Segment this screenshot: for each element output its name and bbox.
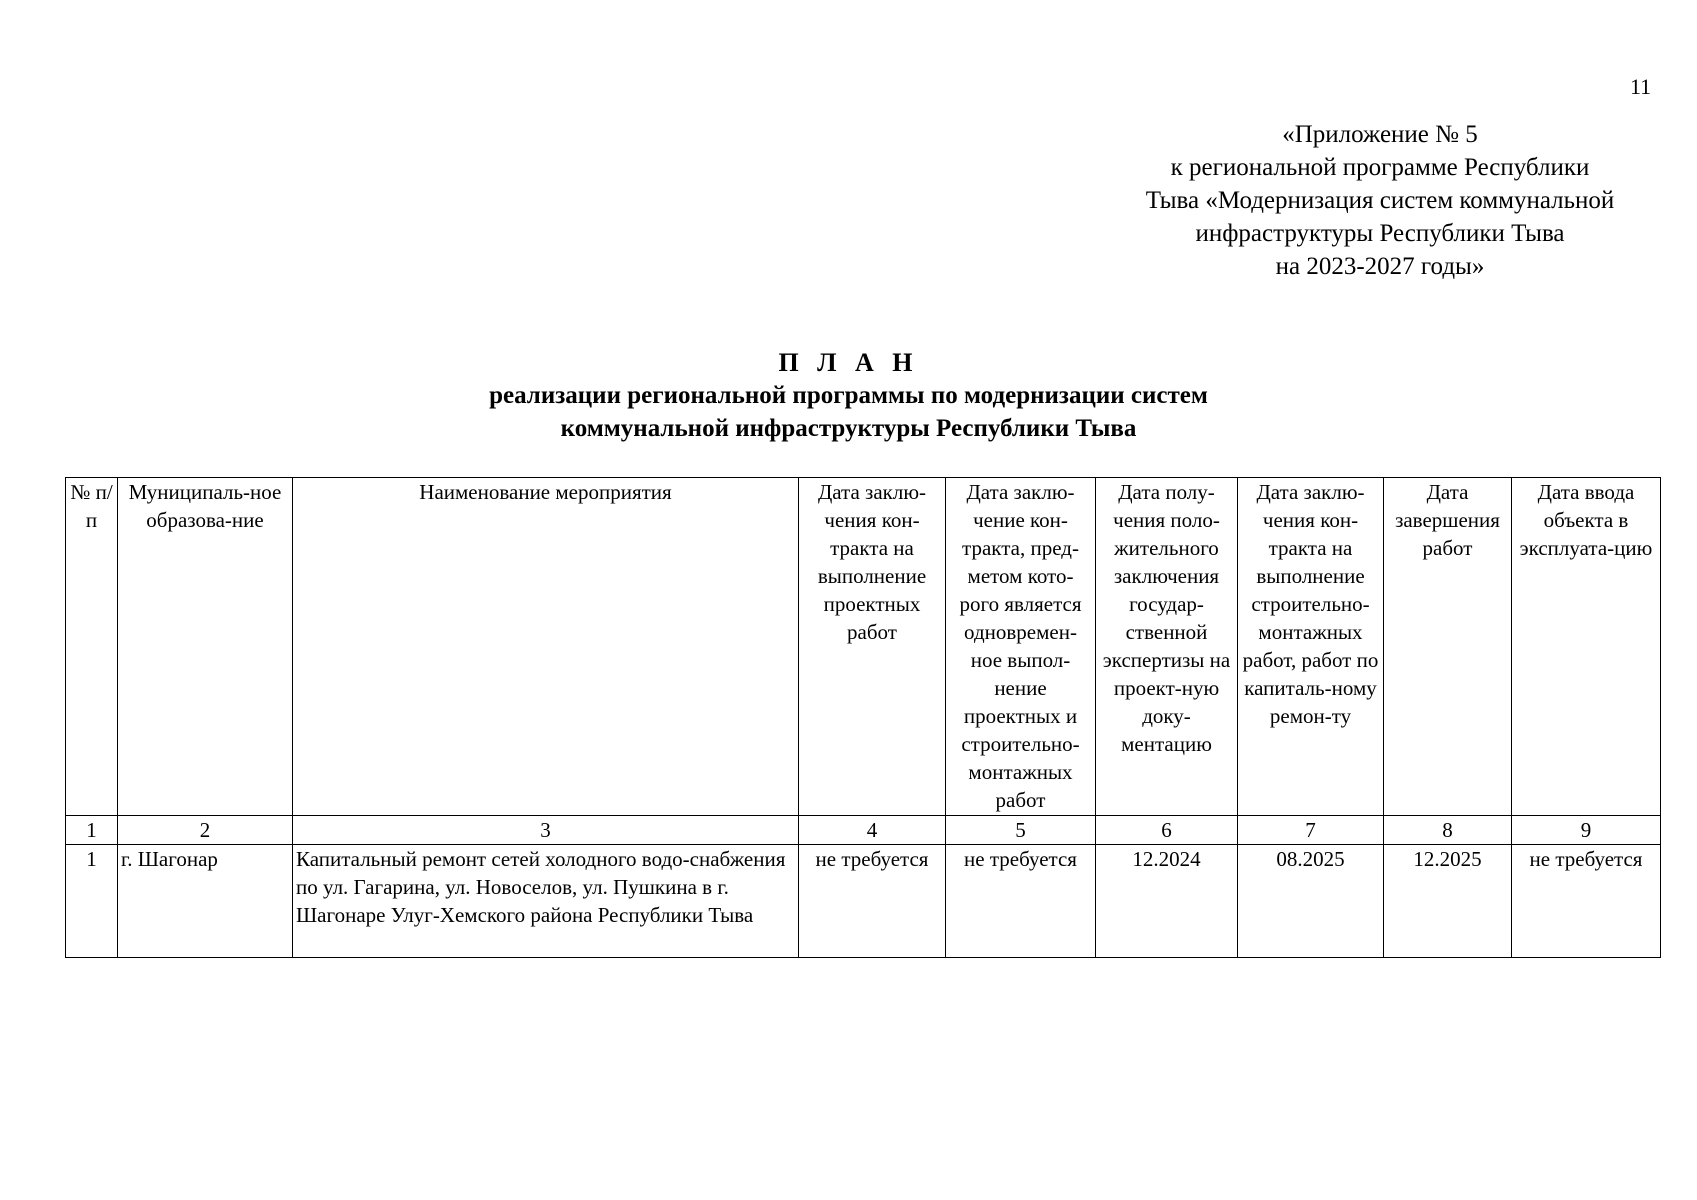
cell-construction-contract-date: 08.2025 <box>1238 845 1384 958</box>
table-row <box>66 845 1661 958</box>
cell-municipality: г. Шагонар <box>118 845 293 958</box>
column-header-construction-contract-date: Дата заклю-чения кон-тракта на выполнение строительно-монтажных работ, работ по капиталь-ному ремон-ту <box>1238 478 1384 816</box>
cell-combined-contract-date: не требуется <box>946 845 1096 958</box>
column-header-design-contract-date: Дата заклю-чения кон-тракта на выполнение проектных работ <box>799 478 946 816</box>
column-header-event: Наименование мероприятия <box>293 478 799 816</box>
appendix-line: инфраструктуры Республики Тыва <box>1195 220 1565 247</box>
cell-commissioning-date: не требуется <box>1512 845 1661 958</box>
plan-heading: П Л А Н <box>778 348 919 377</box>
cell-number: 1 <box>66 845 118 958</box>
appendix-line: Тыва «Модернизация систем коммунальной <box>1145 187 1615 214</box>
appendix-reference <box>1080 118 1680 283</box>
column-header-municipality: Муниципаль-ное образова-ние <box>118 478 293 816</box>
column-header-combined-contract-date: Дата заклю-чение кон-тракта, пред-метом кото-рого является одновремен-ное выпол-нение проектных и строительно-монтажных работ <box>946 478 1096 816</box>
column-number: 5 <box>946 816 1096 845</box>
table-header-row <box>66 478 1661 816</box>
column-number: 9 <box>1512 816 1661 845</box>
column-number: 6 <box>1096 816 1238 845</box>
plan-table <box>65 477 1661 958</box>
column-header-completion-date: Дата завершения работ <box>1384 478 1512 816</box>
column-number: 4 <box>799 816 946 845</box>
plan-subtitle-line: коммунальной инфраструктуры Республики Тыва <box>560 415 1137 442</box>
cell-event: Капитальный ремонт сетей холодного водо-снабжения по ул. Гагарина, ул. Новоселов, ул. Пушкина в г. Шагонаре Улуг-Хемского района Республики Тыва <box>293 845 799 958</box>
column-header-expertise-date: Дата полу-чения поло-жительного заключения государ-ственной экспертизы на проект-ную доку-ментацию <box>1096 478 1238 816</box>
column-number: 8 <box>1384 816 1512 845</box>
column-header-commissioning-date: Дата ввода объекта в эксплуата-цию <box>1512 478 1661 816</box>
column-number: 2 <box>118 816 293 845</box>
column-number: 1 <box>66 816 118 845</box>
column-number-row <box>66 816 1661 845</box>
cell-design-contract-date: не требуется <box>799 845 946 958</box>
page-number: 11 <box>1630 74 1652 99</box>
appendix-line: на 2023-2027 годы» <box>1275 253 1485 280</box>
cell-expertise-date: 12.2024 <box>1096 845 1238 958</box>
column-header-number: № п/п <box>66 478 118 816</box>
column-number: 3 <box>293 816 799 845</box>
appendix-line: «Приложение № 5 <box>1282 121 1478 148</box>
column-number: 7 <box>1238 816 1384 845</box>
cell-completion-date: 12.2025 <box>1384 845 1512 958</box>
appendix-line: к региональной программе Республики <box>1170 154 1590 181</box>
plan-subtitle-line: реализации региональной программы по модернизации систем <box>489 382 1208 409</box>
document-title <box>0 346 1697 445</box>
